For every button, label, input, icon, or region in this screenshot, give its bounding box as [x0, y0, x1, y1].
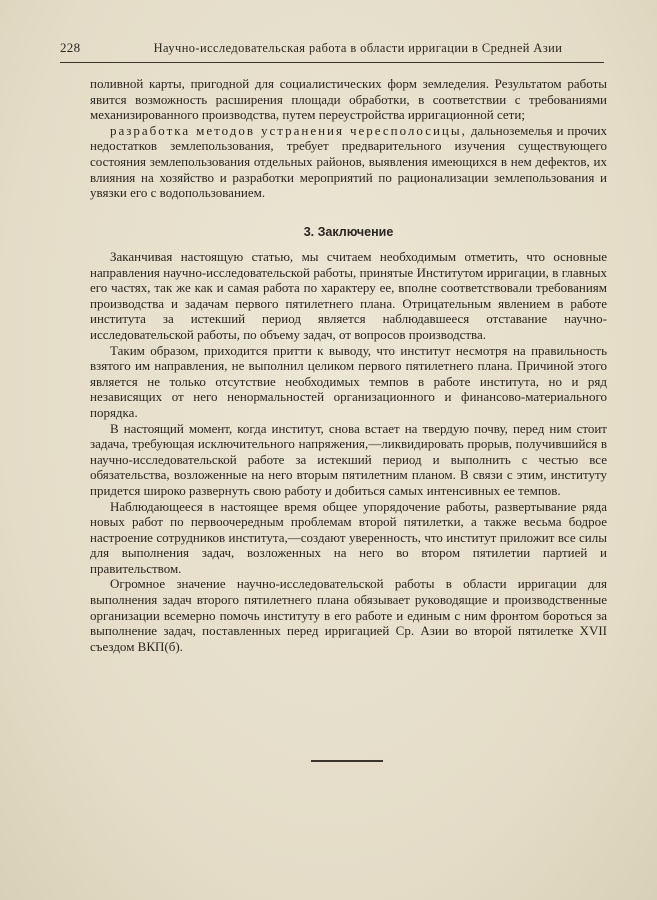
header-rule: [60, 62, 604, 63]
conclusion-paragraph: Заканчивая настоящую статью, мы считаем необходимым отметить, что основные направления научно-исследовательской работы, принятые Институтом ирригации, в главных его частях, так же как и самая работа по характеру ее, вполне соответствовали требованиям производства и задачам первого пятилетнего плана. Отрицательным явлением в работе института за истекший период является наблюдавшееся отставание научно-исследовательской работы, по объему задач, от вопросов производства.: [90, 249, 607, 342]
page-number: 228: [60, 40, 81, 55]
intro-item-lead: разработка методов устранения чересполосицы,: [110, 122, 467, 138]
end-rule: [311, 760, 383, 762]
running-title: Научно-исследовательская работа в области ирригации в Средней Азии: [153, 41, 563, 55]
conclusion-paragraph: Таким образом, приходится притти к выводу, что институт несмотря на правильность взятого им направления, не выполнил целиком первого пятилетнего плана. Причиной этого является не только отсутствие необходимых темпов в работе института, но и ряд независящих от него ненормальностей организационного и финансово-материального порядка.: [90, 342, 607, 420]
conclusion-paragraph: Наблюдающееся в настоящее время общее упорядочение работы, развертывание ряда новых работ по первоочередным проблемам второй пятилетки, а также весьма бодрое настроение сотрудников института,—создают уверенность, что институт приложит все силы для выполнения задач, возложенных на него во втором пятилетии партией и правительством.: [90, 498, 607, 576]
intro-continuation-paragraph: поливной карты, пригодной для социалистических форм земледелия. Результатом работы явится возможность расширения площади обработки, в соответствии с требованиями механизированного производства, путем переустройства ирригационной сети;: [90, 76, 607, 123]
intro-item-rest: дальноземелья и прочих недостатков землепользования, требует предварительного изучения существующего состояния землепользования отдельных районов, выявления имеющихся в нем дефектов, их влияния на хозяйство и разработки мероприятий по рационализации землепользования и увязки его с водопользованием.: [90, 122, 607, 201]
intro-item-paragraph: [90, 123, 607, 201]
page-header: [60, 40, 604, 56]
conclusion-paragraph: Огромное значение научно-исследовательской работы в области ирригации для выполнения задач второго пятилетнего плана обязывает руководящие и производственные организации всемерно помочь институту в его работе и единым с ним фронтом бороться за выполнение задач, поставленных перед ирригацией Ср. Азии во второй пятилетке XVII съездом ВКП(б).: [90, 576, 607, 654]
conclusion-paragraph: В настоящий момент, когда институт, снова встает на твердую почву, перед ним стоит задача, требующая исключительного напряжения,—ликвидировать прорыв, получившийся в научно-исследовательской работе за истекший период и выполнить с честью все обязательства, возложенные на него вторым пятилетним планом. В связи с этим, институту придется широко развернуть свою работу и добиться самых интенсивных ее темпов.: [90, 420, 607, 498]
conclusion-text: [90, 249, 607, 654]
intro-text: [90, 76, 607, 201]
section-heading: 3. Заключение: [303, 225, 394, 239]
